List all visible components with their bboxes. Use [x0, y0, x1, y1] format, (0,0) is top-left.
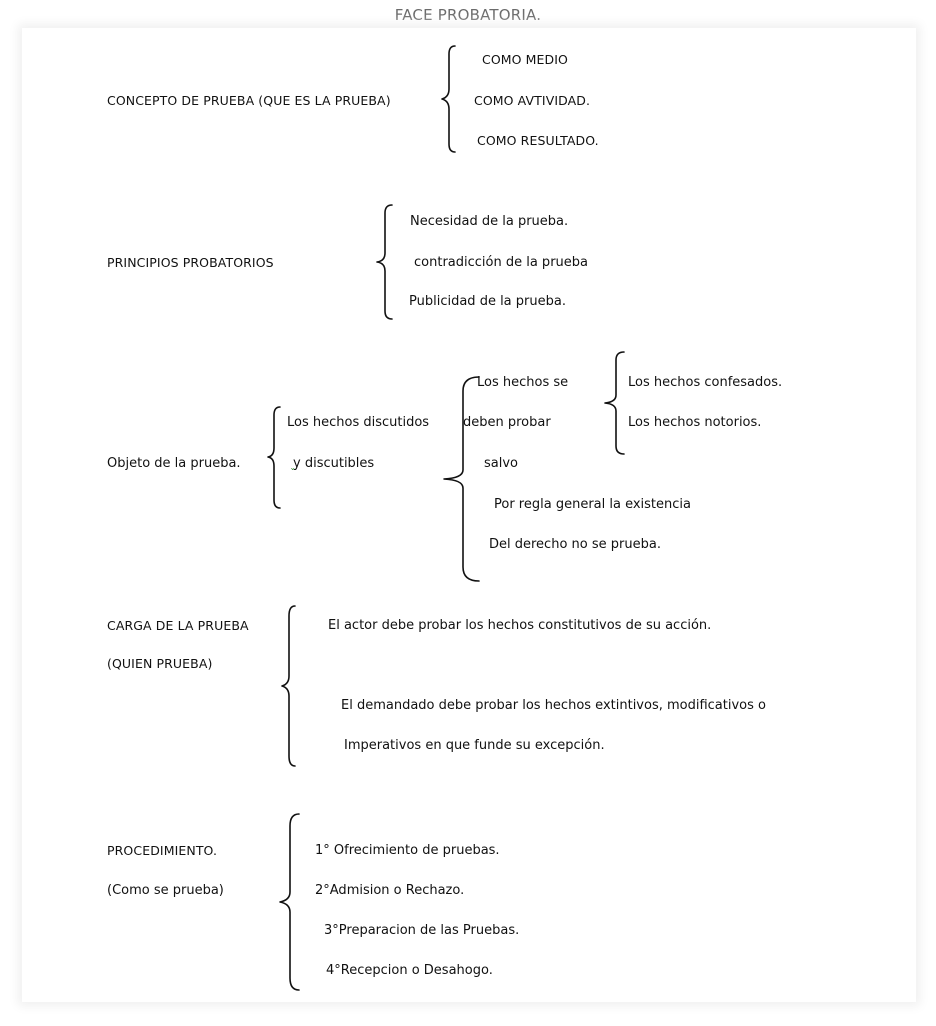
carga-brace — [278, 604, 298, 768]
principios-label: PRINCIPIOS PROBATORIOS — [107, 255, 274, 270]
objeto-line: Del derecho no se prueba. — [489, 537, 661, 552]
concepto-label: CONCEPTO DE PRUEBA (QUE ES LA PRUEBA) — [107, 93, 391, 108]
procedimiento-step: 3°Preparacion de las Pruebas. — [324, 923, 520, 938]
procedimiento-sublabel: (Como se prueba) — [107, 883, 224, 898]
objeto-line: Por regla general la existencia — [494, 497, 691, 512]
procedimiento-step: 4°Recepcion o Desahogo. — [326, 963, 493, 978]
excepcion-item: Los hechos confesados. — [628, 375, 783, 390]
principios-brace — [373, 203, 395, 321]
concepto-item: COMO AVTIVIDAD. — [474, 93, 591, 108]
carga-sublabel: (QUIEN PRUEBA) — [107, 656, 213, 671]
carga-item: Imperativos en que funde su excepción. — [344, 738, 605, 753]
concepto-brace — [438, 44, 458, 154]
procedimiento-step: 2°Admision o Rechazo. — [315, 883, 465, 898]
procedimiento-label: PROCEDIMIENTO. — [107, 843, 218, 858]
spellcheck-mark-icon: ˇ — [290, 466, 296, 480]
principios-item: Publicidad de la prueba. — [409, 294, 566, 309]
carga-item: El actor debe probar los hechos constitutivos de su acción. — [328, 618, 712, 633]
objeto-sub: y discutibles — [293, 456, 375, 471]
carga-label: CARGA DE LA PRUEBA — [107, 618, 249, 633]
objeto-sub: Los hechos discutidos — [287, 415, 430, 430]
objeto-line: deben probar — [463, 415, 551, 430]
objeto-brace — [265, 405, 283, 510]
carga-item: El demandado debe probar los hechos extintivos, modificativos o — [341, 698, 766, 713]
hechos-brace — [441, 375, 483, 583]
excepciones-brace — [601, 350, 627, 456]
principios-item: contradicción de la prueba — [414, 255, 588, 270]
page-title: FACE PROBATORIA. — [394, 6, 542, 24]
concepto-item: COMO MEDIO — [482, 52, 568, 67]
objeto-label: Objeto de la prueba. — [107, 456, 241, 471]
excepcion-item: Los hechos notorios. — [628, 415, 762, 430]
principios-item: Necesidad de la prueba. — [410, 214, 569, 229]
concepto-item: COMO RESULTADO. — [477, 133, 599, 148]
objeto-line: salvo — [484, 456, 518, 471]
procedimiento-step: 1° Ofrecimiento de pruebas. — [315, 843, 500, 858]
procedimiento-brace — [276, 812, 302, 992]
objeto-line: Los hechos se — [477, 375, 569, 390]
